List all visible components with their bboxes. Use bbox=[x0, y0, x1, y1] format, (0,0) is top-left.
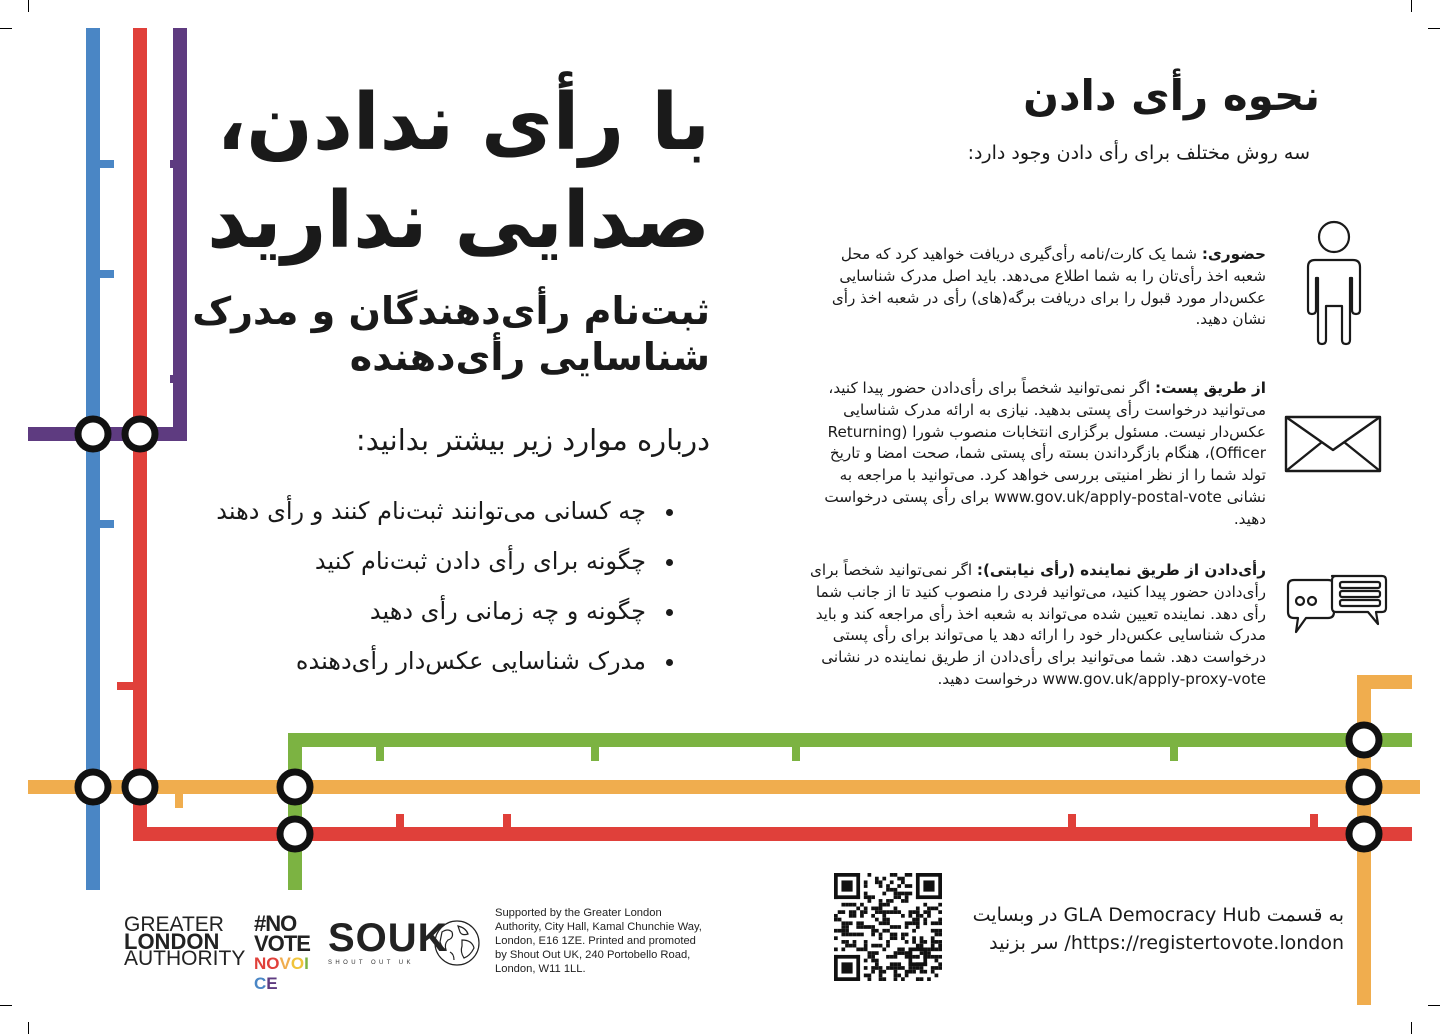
station-marker bbox=[1349, 819, 1379, 849]
crop-mark bbox=[0, 1005, 12, 1006]
topic-item: • چگونه برای رأی دادن ثبت‌نام کنید bbox=[92, 536, 652, 586]
line-tick bbox=[591, 747, 599, 761]
novote-logo-line-2: VOTE bbox=[254, 931, 310, 956]
line-tick bbox=[1310, 814, 1318, 828]
station-marker bbox=[78, 419, 108, 449]
how-to-vote-subtitle: سه روش مختلف برای رأی دادن وجود دارد: bbox=[967, 142, 1310, 164]
station-marker bbox=[78, 772, 108, 802]
headline-line-2: صدایی ندارید bbox=[207, 176, 710, 266]
method-postal bbox=[806, 378, 1266, 531]
station-marker bbox=[125, 772, 155, 802]
method-in-person-label: حضوری: bbox=[1201, 245, 1266, 263]
imprint-text: Supported by the Greater London Authority, City Hall, Kamal Chunchie Way, London, E16 1ZE. Printed and promoted by Shout Out UK, 240 Portobello Road, London, W11 1LL. bbox=[495, 907, 702, 975]
souk-tagline: SHOUT OUT UK bbox=[328, 960, 414, 966]
learn-more-title: درباره موارد زیر بیشتر بدانید: bbox=[355, 423, 710, 457]
gla-logo-line-2: LONDON bbox=[124, 929, 220, 954]
method-postal-text: اگر نمی‌توانید شخصاً برای رأی‌دادن حضور پیدا کنید، می‌توانید درخواست رأی پستی بدهید. نیازی به ارائه مدرک شناسایی عکس‌دار نیست. مسئول برگزاری انتخابات منصوب شورا (Returning Officer)، هنگام بازگرداندن بسته رأی پستی شما، صحت امضا و تاریخ تولد شما را از نظر امنیتی بررسی خواهد کرد. می‌توانید با مراجعه به نشانی www.gov.uk/apply-postal-vote برای رأی پستی درخواست دهید. bbox=[824, 379, 1266, 528]
line-tick bbox=[1170, 747, 1178, 761]
method-in-person-text: شما یک کارت/نامه رأی‌گیری دریافت خواهید کرد که محل شعبه اخذ رأی‌تان را به شما اطلاع می‌دهد. باید اصل مدرک شناسایی عکس‌دار مورد قبول را برای دریافت برگه(های) رأی در شعبه اخذ رأی نشان دهید. bbox=[831, 245, 1266, 329]
crop-mark bbox=[1411, 1022, 1412, 1034]
line-tick bbox=[792, 747, 800, 761]
crop-mark bbox=[1411, 0, 1412, 12]
novote-logo-line-1: #NO bbox=[254, 911, 297, 936]
station-marker bbox=[1349, 772, 1379, 802]
subheadline-line-2: شناسایی رأی‌دهنده bbox=[349, 335, 710, 379]
subheadline-line-1: ثبت‌نام رأی‌دهندگان و مدرک bbox=[192, 289, 710, 333]
headline-line-1: با رأی ندادن، bbox=[216, 78, 710, 168]
method-proxy-label: رأی‌دادن از طریق نماینده (رأی نیابتی): bbox=[976, 561, 1266, 579]
crop-mark bbox=[28, 0, 29, 12]
topics-list bbox=[92, 486, 680, 686]
chat-icon bbox=[1284, 574, 1388, 640]
method-in-person bbox=[806, 244, 1266, 331]
person-icon bbox=[1302, 220, 1366, 348]
crop-mark bbox=[1428, 1005, 1440, 1006]
topic-item: • چگونه و چه زمانی رأی دهید bbox=[92, 586, 652, 636]
topic-item: • چه کسانی می‌توانند ثبت‌نام کنند و رأی دهند bbox=[92, 486, 652, 536]
globe-icon bbox=[432, 918, 482, 968]
line-tick bbox=[1068, 814, 1076, 828]
method-proxy-text: اگر نمی‌توانید شخصاً برای رأی‌دادن حضور پیدا کنید، می‌توانید فردی را منصوب کنید تا از جانب شما رأی دهد. نماینده تعیین شده می‌تواند به شعبه اخذ رأی مراجعه کند و باید مدرک شناسایی عکس‌دار خود را ارائه دهد یا می‌تواند برای رأی پستی درخواست دهد. شما می‌توانید برای رأی‌دادن از طریق نماینده در نشانی www.gov.uk/apply-proxy-vote درخواست دهید. bbox=[809, 561, 1266, 688]
station-marker bbox=[280, 819, 310, 849]
crop-mark bbox=[1428, 28, 1440, 29]
democracy-hub-line-1: به قسمت GLA Democracy Hub در وبسایت bbox=[972, 904, 1344, 926]
topic-item: • مدرک شناسایی عکس‌دار رأی‌دهنده bbox=[92, 636, 652, 686]
souk-wordmark: SOUK bbox=[328, 916, 448, 960]
line-tick bbox=[396, 814, 404, 828]
democracy-hub-text bbox=[924, 901, 1344, 957]
line-tick bbox=[376, 747, 384, 761]
envelope-icon bbox=[1284, 414, 1384, 474]
headline bbox=[110, 74, 710, 270]
gla-logo-line-3: AUTHORITY bbox=[124, 947, 246, 970]
line-tick bbox=[175, 794, 183, 808]
line-tick bbox=[100, 270, 114, 278]
method-proxy bbox=[806, 560, 1266, 691]
station-marker bbox=[280, 772, 310, 802]
crop-mark bbox=[0, 28, 12, 29]
democracy-hub-line-2: https://registertovote.london/ سر بزنید bbox=[989, 932, 1344, 954]
how-to-vote-title: نحوه رأی دادن bbox=[1023, 71, 1320, 120]
gla-logo-line-1: GREATER bbox=[124, 913, 224, 936]
green-line bbox=[295, 740, 1412, 890]
method-postal-label: از طریق پست: bbox=[1155, 379, 1266, 397]
gla-logo bbox=[124, 913, 246, 970]
station-marker bbox=[1349, 725, 1379, 755]
novote-logo-line-3: NOVOICE bbox=[254, 954, 309, 993]
shout-out-uk-logo bbox=[328, 918, 482, 966]
subheadline bbox=[90, 288, 710, 380]
line-tick bbox=[503, 814, 511, 828]
crop-mark bbox=[28, 1022, 29, 1034]
no-vote-no-voice-logo bbox=[254, 911, 314, 994]
